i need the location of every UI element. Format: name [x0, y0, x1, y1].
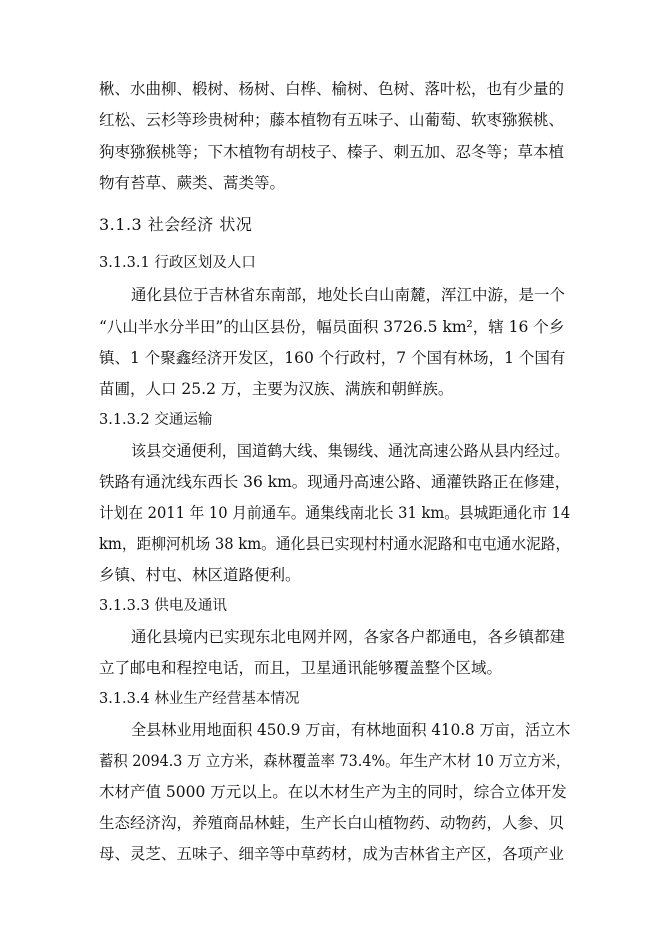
admin-line-3: 镇、1 个聚鑫经济开发区，160 个行政村，7 个国有林场，1 个国有	[99, 349, 566, 367]
transport-line-1: 该县交通便利，国道鹤大线、集锡线、通沈高速公路从县内经过。	[131, 442, 570, 460]
intro-line-4: 物有苔草、蕨类、蒿类等。	[99, 174, 286, 192]
transport-line-5: 乡镇、村屯、林区道路便利。	[99, 566, 301, 584]
subsection-heading-admin: 3.1.3.1 行政区划及人口	[99, 255, 256, 271]
intro-line-1: 楸、水曲柳、椴树、杨树、白桦、榆树、色树、落叶松，也有少量的	[99, 80, 565, 98]
power-line-1: 通化县境内已实现东北电网并网，各家各户都通电，各乡镇都建	[131, 628, 566, 646]
subsection-heading-forestry: 3.1.3.4 林业生产经营基本情况	[99, 691, 300, 707]
admin-line-1: 通化县位于吉林省东南部，地处长白山南麓，浑江中游，是一个	[131, 286, 566, 304]
transport-line-2: 铁路有通沈线东西长 36 km。现通丹高速公路、通灌铁路正在修建，	[99, 473, 571, 491]
intro-line-3: 狗枣猕猴桃等；下木植物有胡枝子、榛子、刺五加、忍冬等；草本植	[99, 143, 565, 161]
forestry-line-5: 母、灵芝、五味子、细辛等中草药材，成为吉林省主产区，各项产业	[99, 845, 565, 863]
forestry-line-1: 全县林业用地面积 450.9 万亩，有林地面积 410.8 万亩，活立木	[131, 721, 571, 739]
power-line-2: 立了邮电和程控电话，而且，卫星通讯能够覆盖整个区域。	[99, 659, 503, 677]
transport-line-3: 计划在 2011 年 10 月前通车。通集线南北长 31 km。县城距通化市 14	[99, 504, 571, 522]
transport-line-4: km，距柳河机场 38 km。通化县已实现村村通水泥路和屯屯通水泥路，	[99, 535, 571, 553]
section-heading: 3.1.3 社会经济 状况	[99, 215, 253, 234]
forestry-line-2: 蓄积 2094.3 万 立方米，森林覆盖率 73.4%。年生产木材 10 万立方米，	[99, 752, 571, 770]
admin-line-4: 苗圃，人口 25.2 万，主要为汉族、满族和朝鲜族。	[99, 380, 454, 398]
forestry-line-3: 木材产值 5000 万元以上。在以木材生产为主的同时，综合立体开发	[99, 783, 567, 801]
subsection-heading-transport: 3.1.3.2 交通运输	[99, 412, 213, 428]
subsection-heading-power: 3.1.3.3 供电及通讯	[99, 598, 227, 614]
admin-line-2: “八山半水分半田”的山区县份，幅员面积 3726.5 km²，辖 16 个乡	[99, 318, 565, 336]
forestry-line-4: 生态经济沟，养殖商品林蛙，生产长白山植物药、动物药，人参、贝	[99, 814, 565, 832]
intro-line-2: 红松、云杉等珍贵树种；藤本植物有五味子、山葡萄、软枣猕猴桃、	[99, 111, 565, 129]
